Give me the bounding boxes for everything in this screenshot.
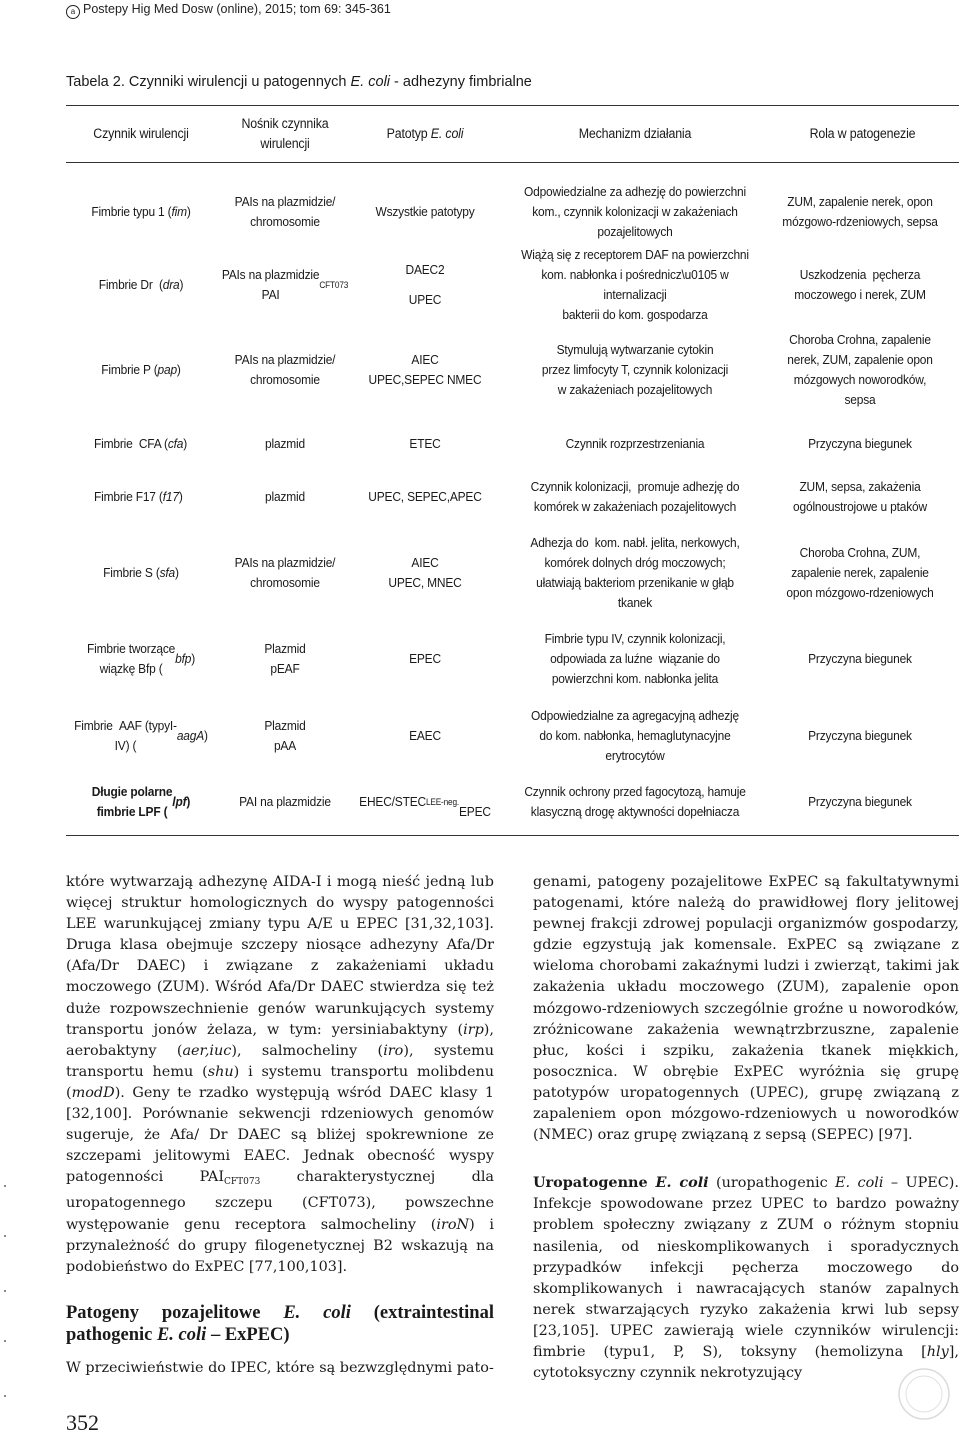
table-cell: Odpowiedzialne za adhezję do powierzchni kom., czynnik kolonizacji w zakażeniach pozajelitowych — [523, 184, 747, 239]
table-cell: Fimbrie tworzące wiązkę Bfp ( bfp ) — [86, 641, 196, 676]
body-paragraph: genami, patogeny pozajelitowe ExPEC są fakultatywnymi patogenami, które należą do prawidłowej flory jelitowej pewnej frakcji zdrowej populacji organizmów gospodarzy, gdzie egzystują jak komensale. ExPEC są związane z wieloma chorobami zakaźnymi ludzi i zwierząt, takimi jak zakażenia układu moczowego (ZUM), zapalenie opon mózgowo-rdzeniowych szczególnie groźne u noworodków, zróżnicowane zakażenia wewnątrzbrzuszne, zapalenie płuc, kości i szpiku, zakażenia tkanek miękkich, posocznica. W obrębie ExPEC wyróżnia się grupę patotypów uropatogennych (UPEC), grupę związaną z zapaleniem opon mózgowo-rdzeniowych u noworodków (NMEC) oraz grupę związaną z sepsą (SEPEC) [97]. — [533, 874, 959, 1144]
table-bottom-rule — [66, 835, 959, 836]
table-cell: PAIs na plazmidzie/ chromosomie — [234, 555, 336, 590]
table-cell: ETEC — [409, 436, 441, 451]
table-cell: PAIs na plazmidzie/ chromosomie — [234, 352, 336, 387]
table-cell: Czynnik kolonizacji, promuje adhezję do komórek w zakażeniach pozajelitowych — [530, 479, 740, 514]
table-cell: Choroba Crohna, ZUM, zapalenie nerek, zapalenie opon mózgowo-rdzeniowych — [786, 545, 934, 600]
watermark-stamp-icon — [896, 1366, 952, 1422]
table-cell: Długie polarne fimbrie LPF ( lpf ) — [91, 784, 191, 819]
table-cell: AIEC UPEC,SEPEC NMEC — [368, 352, 482, 387]
column-header: Czynnik wirulencji — [93, 126, 189, 141]
table-cell: Fimbrie Dr ( dra ) — [98, 277, 184, 292]
table-cell: Adhezja do kom. nabł. jelita, nerkowych, komórek dolnych dróg moczowych; ułatwiają bakteriom przenikanie w głąb tkanek — [530, 535, 740, 610]
left-text-column — [66, 872, 494, 1379]
table-cell: Fimbrie F17 ( f17 ) — [94, 489, 183, 504]
open-access-icon: a — [66, 5, 80, 19]
page-number: 352 — [66, 1410, 99, 1435]
table-cell: plazmid — [265, 489, 305, 504]
table-cell: Fimbrie CFA ( cfa ) — [94, 436, 188, 451]
table-cell: ZUM, sepsa, zakażenia ogólnoustrojowe u ptaków — [793, 479, 927, 514]
column-header: Rola w patogenezie — [809, 126, 916, 141]
table-top-rule — [66, 105, 959, 106]
table-cell: Fimbrie AAF (typyI- IV) ( aagA ) — [74, 718, 208, 753]
right-text-column — [533, 872, 959, 1384]
table-cell: ZUM, zapalenie nerek, opon mózgowo-rdzeniowych, sepsa — [782, 194, 938, 229]
table-cell: Przyczyna biegunek — [808, 794, 912, 809]
table-cell: Czynnik ochrony przed fagocytozą, hamuje klasyczną drogę aktywności dopełniacza — [524, 784, 746, 819]
body-paragraph: które wytwarzają adhezynę AIDA-I i mogą nieść jedną lub więcej struktur homologicznych do wyspy patogenności LEE warunkującej zmiany typu A/E u EPEC [31,32,103]. Druga klasa obejmuje szczepy niosące adhezyny Afa/Dr (Afa/Dr DAEC) i związane z zakażeniami układu moczowego (ZUM). Wśród Afa/Dr DAEC stwierdza się też duże rozpowszechnienie genów warunkujących systemy transportu jonów żelaza, w tym: yersiniabaktyny (irp), aerobaktyny (aer,iuc), salmocheliny (iro), systemu transportu hemu (shu) i systemu transportu molibdenu (modD). Geny te rzadko występują wśród DAEC klasy 1 [32,100]. Porównanie sekwencji rdzeniowych genomów sugeruje, że Afa/ Dr DAEC są bliżej spokrewnione ze szczepami jelitowymi EAEC. Jednak obecność wyspy patogenności $PAI_{CFT073}$ charakterystycznej dla uropatogennego szczepu (CFT073), powszechne występowanie genu receptora salmocheliny (iroN) i przynależność do grupy filogenetycznej B2 wskazują na podobieństwo do ExPEC [77,100,103]. — [66, 874, 495, 1275]
table-cell: DAEC2 UPEC — [405, 262, 445, 307]
table-cell: Wszystkie patotypy — [375, 204, 475, 219]
table-cell: Fimbrie typu IV, czynnik kolonizacji, odpowiada za luźne wiązanie do powierzchni kom. nabłonka jelita — [544, 631, 726, 686]
table-cell: Plazmid pEAF — [264, 641, 306, 676]
table-cell: Fimbrie typu 1 ( fim ) — [91, 204, 191, 219]
table-cell: AIEC UPEC, MNEC — [388, 555, 462, 590]
table-cell: EHEC/STEC LEE-neg. EPEC — [359, 794, 491, 819]
table-cell: Fimbrie S ( sfa ) — [103, 565, 179, 580]
table-cell: Wiążą się z receptorem DAF na powierzchni kom. nabłonka i pośrednicz\u0105 w internalizacji bakterii do kom. gospodarza — [521, 247, 749, 322]
section-heading: Patogeny pozajelitowe E. coli (extraintestinal pathogenic E. coli – ExPEC) — [66, 1302, 494, 1345]
running-header: a Postepy Hig Med Dosw (online), 2015; tom 69: 345-361 — [66, 2, 391, 19]
table-header-rule — [66, 162, 959, 163]
table-cell: Uszkodzenia pęcherza moczowego i nerek, ZUM — [794, 267, 926, 302]
body-paragraph: W przeciwieństwie do IPEC, które są bezwzględnymi pato- — [66, 1359, 494, 1376]
table-cell: Choroba Crohna, zapalenie nerek, ZUM, zapalenie opon mózgowych noworodków, sepsa — [787, 332, 933, 407]
table-cell: EAEC — [409, 728, 441, 743]
table-cell: Odpowiedzialne za agregacyjną adhezję do kom. nabłonka, hemaglutynacyjne erytrocytów — [531, 708, 739, 763]
table-cell: Fimbrie P ( pap ) — [101, 362, 181, 377]
column-header: Mechanizm działania — [578, 126, 692, 141]
table-cell: UPEC, SEPEC,APEC — [368, 489, 482, 504]
table-cell: Czynnik rozprzestrzeniania — [565, 436, 705, 451]
column-header: Nośnik czynnika wirulencji — [241, 116, 329, 151]
table-cell: PAIs na plazmidzie PAI CFT073 — [221, 267, 349, 302]
table-cell: Przyczyna biegunek — [808, 651, 912, 666]
table-title: Tabela 2. Czynniki wirulencji u patogennych E. coli - adhezyny fimbrialne — [66, 74, 532, 90]
column-header: Patotyp E. coli — [386, 126, 464, 141]
table-cell: EPEC — [409, 651, 441, 666]
body-paragraph: Uropatogenne E. coli (uropathogenic E. coli – UPEC). Infekcje spowodowane przez UPEC to bardzo poważny problem społeczny związany z ZUM o różnym stopniu nasilenia, od nieskomplikowanych i sporadycznych przypadków infekcji pęcherza moczowego do skomplikowanych i nawracających stanów zapalnych nerek stwarzających ryzyko zakażenia krwi lub sepsy [23,105]. UPEC zawierają wiele czynników wirulencji: fimbrie (typu1, P, S), toksyny (hemolizyna [hly], cytotoksyczny czynnik nekrotyzujący — [533, 1174, 959, 1382]
table-cell: PAI na plazmidzie — [239, 794, 331, 809]
table-cell: Przyczyna biegunek — [808, 728, 912, 743]
table-cell: plazmid — [265, 436, 305, 451]
table-cell: Plazmid pAA — [264, 718, 306, 753]
table-cell: Przyczyna biegunek — [808, 436, 912, 451]
table-cell: PAIs na plazmidzie/ chromosomie — [234, 194, 336, 229]
table-cell: Stymulują wytwarzanie cytokin przez limfocyty T, czynnik kolonizacji w zakażeniach pozajelitowych — [541, 342, 729, 397]
